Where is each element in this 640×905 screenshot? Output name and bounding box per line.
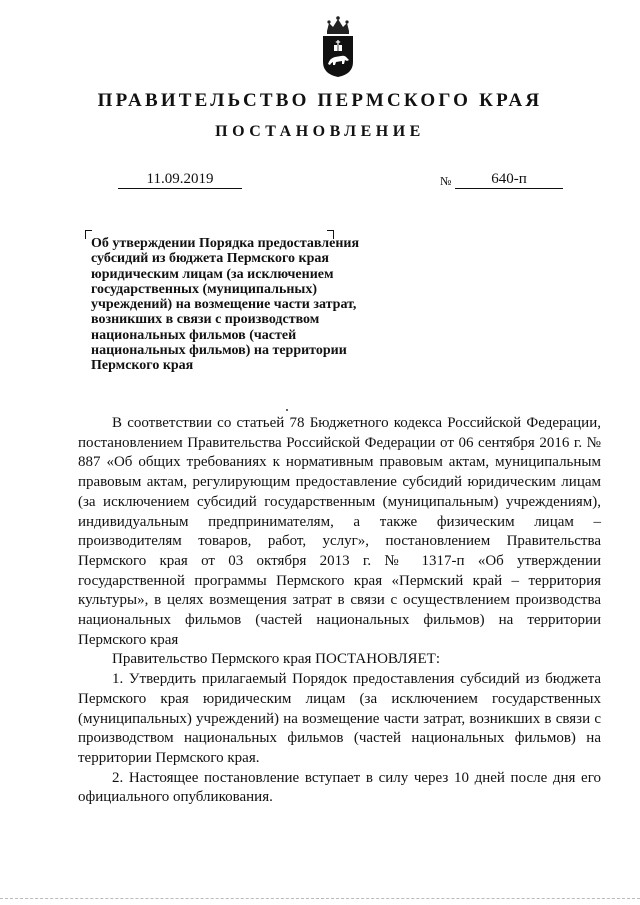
document-number: 640-п [455, 170, 563, 189]
body-paragraph-item-1: 1. Утвердить прилагаемый Порядок предоставления субсидий из бюджета Пермского края юридическим лицам (за исключением государственных (муниципальных) учреждений) на возмещение части затрат, возникших в связи с производством национальных фильмов (частей национальных фильмов) на территории Пермского края. [78, 671, 601, 766]
document-subject: Об утверждении Порядка предоставления субсидий из бюджета Пермского края юридическим лицам (за исключением государственных (муниципальных) учреждений) на возмещение части затрат, возникших в связи с производством национальных фильмов (частей национальных фильмов) на территории Пермского края [91, 236, 360, 374]
scan-dot [286, 409, 288, 411]
document-body [78, 414, 601, 808]
body-paragraph-item-2: 2. Настоящее постановление вступает в силу через 10 дней после дня его официального опубликования. [78, 769, 601, 806]
number-sign: № [440, 174, 452, 188]
page-bottom-edge [0, 898, 640, 899]
document-date: 11.09.2019 [118, 170, 242, 189]
government-title: ПРАВИТЕЛЬСТВО ПЕРМСКОГО КРАЯ [97, 90, 543, 111]
body-paragraph-resolves: Правительство Пермского края ПОСТАНОВЛЯЕТ: [112, 651, 441, 668]
perm-krai-coat-of-arms-icon [319, 14, 357, 78]
body-paragraph-preamble: В соответствии со статьей 78 Бюджетного кодекса Российской Федерации, постановлением Правительства Российской Федерации от 06 сентября 2016 г. № 887 «Об общих требованиях к нормативным правовым актам, муниципальным правовым актам, регулирующим предоставление субсидий юридическим лицам (за исключением субсидий государственным (муниципальным) учреждениям), индивидуальным предпринимателям, а также физическим лицам – производителям товаров, работ, услуг», постановлением Правительства Пермского края от 03 октября 2013 г. № 1317-п «Об утверждении государственной программы Пермского края «Пермский край – территория культуры», в целях возмещения затрат в связи с осуществлением производства национальных фильмов (частей национальных фильмов) на территории Пермского края [78, 415, 601, 648]
document-type: ПОСТАНОВЛЕНИЕ [215, 123, 425, 140]
